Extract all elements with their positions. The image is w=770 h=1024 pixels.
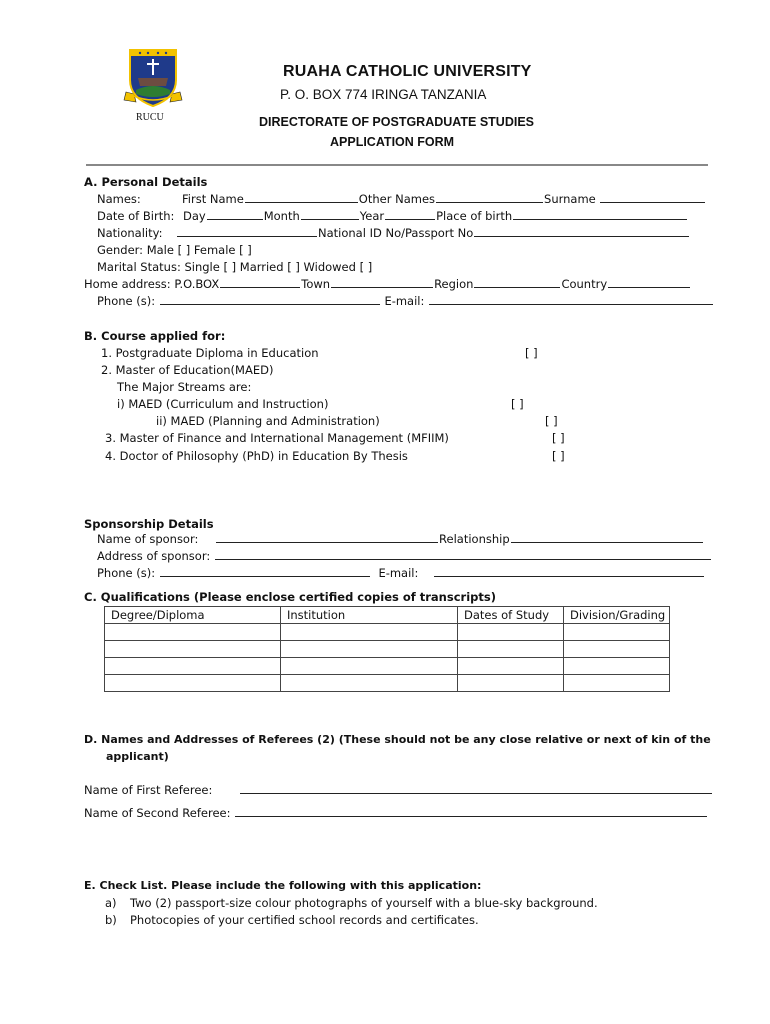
marital-status-row[interactable]: Marital Status: Single [ ] Married [ ] Widowed [ ] xyxy=(97,260,373,274)
first-referee-field[interactable] xyxy=(240,783,712,794)
region-label: Region xyxy=(434,277,474,291)
sponsor-name-label: Name of sponsor: xyxy=(97,532,199,546)
place-of-birth-label: Place of birth xyxy=(436,209,513,223)
course-item-maed-planning: ii) MAED (Planning and Administration) xyxy=(156,414,380,428)
table-cell[interactable] xyxy=(564,641,670,658)
sponsor-phone-field[interactable] xyxy=(160,566,370,577)
town-field[interactable] xyxy=(331,277,433,288)
relationship-field[interactable] xyxy=(511,532,703,543)
sponsor-email-label: E-mail: xyxy=(378,566,419,580)
nationality-field[interactable] xyxy=(177,226,317,237)
gender-row[interactable]: Gender: Male [ ] Female [ ] xyxy=(97,243,252,257)
national-id-field[interactable] xyxy=(474,226,689,237)
table-cell[interactable] xyxy=(458,641,564,658)
table-row xyxy=(105,658,670,675)
course-item-maed-curriculum: i) MAED (Curriculum and Instruction) xyxy=(117,397,329,411)
form-title: APPLICATION FORM xyxy=(330,135,455,149)
section-b-heading: B. Course applied for: xyxy=(84,329,226,343)
table-cell[interactable] xyxy=(105,641,281,658)
course-streams-label: The Major Streams are: xyxy=(117,380,252,394)
first-referee-row xyxy=(84,783,713,797)
first-name-label: First Name xyxy=(182,192,244,206)
phone-field[interactable] xyxy=(160,294,380,305)
table-cell[interactable] xyxy=(105,658,281,675)
course-checkbox-pgde[interactable]: [ ] xyxy=(525,346,538,360)
table-row xyxy=(105,675,670,692)
course-item-maed: 2. Master of Education(MAED) xyxy=(101,363,274,377)
home-address-label: Home address: P.O.BOX xyxy=(84,277,220,291)
country-label: Country xyxy=(561,277,608,291)
checklist-marker: b) xyxy=(105,913,117,927)
sponsor-address-label: Address of sponsor: xyxy=(97,549,211,563)
day-label: Day xyxy=(183,209,206,223)
table-header-row xyxy=(105,607,670,624)
sponsor-address-row xyxy=(97,549,712,563)
sponsorship-heading: Sponsorship Details xyxy=(84,517,214,531)
course-checkbox-mfiim[interactable]: [ ] xyxy=(552,431,565,445)
relationship-label: Relationship xyxy=(439,532,510,546)
sponsor-phone-row xyxy=(97,566,705,580)
course-checkbox-maed-curriculum[interactable]: [ ] xyxy=(511,397,524,411)
university-logo xyxy=(122,42,184,110)
sponsor-address-field[interactable] xyxy=(215,549,711,560)
table-row xyxy=(105,624,670,641)
dob-label: Date of Birth: xyxy=(97,209,175,223)
phone-label: Phone (s): xyxy=(97,294,156,308)
course-checkbox-maed-planning[interactable]: [ ] xyxy=(545,414,558,428)
table-cell[interactable] xyxy=(458,658,564,675)
column-header: Degree/Diploma xyxy=(105,607,281,624)
column-header: Dates of Study xyxy=(458,607,564,624)
nationality-row xyxy=(176,226,690,240)
region-field[interactable] xyxy=(474,277,560,288)
table-cell[interactable] xyxy=(564,658,670,675)
year-field[interactable] xyxy=(385,209,435,220)
table-cell[interactable] xyxy=(105,675,281,692)
day-field[interactable] xyxy=(207,209,263,220)
table-cell[interactable] xyxy=(458,675,564,692)
names-label: Names: xyxy=(97,192,141,206)
month-label: Month xyxy=(263,209,300,223)
sponsor-phone-label: Phone (s): xyxy=(97,566,156,580)
other-names-field[interactable] xyxy=(436,192,543,203)
dob-row xyxy=(183,209,688,223)
section-c-heading: C. Qualifications (Please enclose certified copies of transcripts) xyxy=(84,590,496,604)
checklist-item: Photocopies of your certified school records and certificates. xyxy=(130,913,479,927)
national-id-label: National ID No/Passport No xyxy=(318,226,474,240)
qualifications-table xyxy=(104,606,670,692)
email-label: E-mail: xyxy=(384,294,425,308)
surname-label: Surname xyxy=(544,192,596,206)
column-header: Division/Grading xyxy=(564,607,670,624)
country-field[interactable] xyxy=(608,277,690,288)
section-e-heading: E. Check List. Please include the following with this application: xyxy=(84,879,482,892)
header-divider xyxy=(86,164,708,166)
column-header: Institution xyxy=(281,607,458,624)
section-d-heading: D. Names and Addresses of Referees (2) (These should not be any close relative or next of kin of the xyxy=(84,733,711,746)
section-a-heading: A. Personal Details xyxy=(84,175,208,189)
second-referee-row xyxy=(84,806,708,820)
nationality-label: Nationality: xyxy=(97,226,163,240)
first-name-field[interactable] xyxy=(245,192,358,203)
crest-icon xyxy=(122,42,184,110)
checklist-marker: a) xyxy=(105,896,117,910)
section-d-heading-cont: applicant) xyxy=(106,750,169,763)
surname-field[interactable] xyxy=(600,192,705,203)
sponsor-email-field[interactable] xyxy=(434,566,704,577)
table-cell[interactable] xyxy=(564,624,670,641)
table-cell[interactable] xyxy=(281,624,458,641)
logo-label: RUCU xyxy=(136,112,164,123)
other-names-label: Other Names xyxy=(358,192,436,206)
table-cell[interactable] xyxy=(281,658,458,675)
po-box-field[interactable] xyxy=(220,277,300,288)
directorate-title: DIRECTORATE OF POSTGRADUATE STUDIES xyxy=(259,115,535,129)
course-item-phd: 4. Doctor of Philosophy (PhD) in Education By Thesis xyxy=(105,449,408,463)
first-referee-label: Name of First Referee: xyxy=(84,783,213,797)
table-row xyxy=(105,641,670,658)
table-cell[interactable] xyxy=(564,675,670,692)
month-field[interactable] xyxy=(301,209,359,220)
year-label: Year xyxy=(359,209,385,223)
table-cell[interactable] xyxy=(105,624,281,641)
table-cell[interactable] xyxy=(458,624,564,641)
course-checkbox-phd[interactable]: [ ] xyxy=(552,449,565,463)
table-cell[interactable] xyxy=(281,675,458,692)
email-field[interactable] xyxy=(429,294,713,305)
names-row xyxy=(182,192,706,206)
place-of-birth-field[interactable] xyxy=(513,209,687,220)
second-referee-label: Name of Second Referee: xyxy=(84,806,231,820)
home-address-row xyxy=(84,277,691,291)
sponsor-name-field[interactable] xyxy=(216,532,438,543)
phone-row xyxy=(97,294,714,308)
sponsor-name-row xyxy=(97,532,704,546)
table-cell[interactable] xyxy=(281,641,458,658)
second-referee-field[interactable] xyxy=(235,806,707,817)
course-item-pgde: 1. Postgraduate Diploma in Education xyxy=(101,346,319,360)
town-label: Town xyxy=(301,277,331,291)
checklist-item: Two (2) passport-size colour photographs of yourself with a blue-sky background. xyxy=(130,896,598,910)
course-item-mfiim: 3. Master of Finance and International Management (MFIIM) xyxy=(105,431,449,445)
university-name: RUAHA CATHOLIC UNIVERSITY xyxy=(283,63,532,80)
university-address: P. O. BOX 774 IRINGA TANZANIA xyxy=(280,87,487,102)
